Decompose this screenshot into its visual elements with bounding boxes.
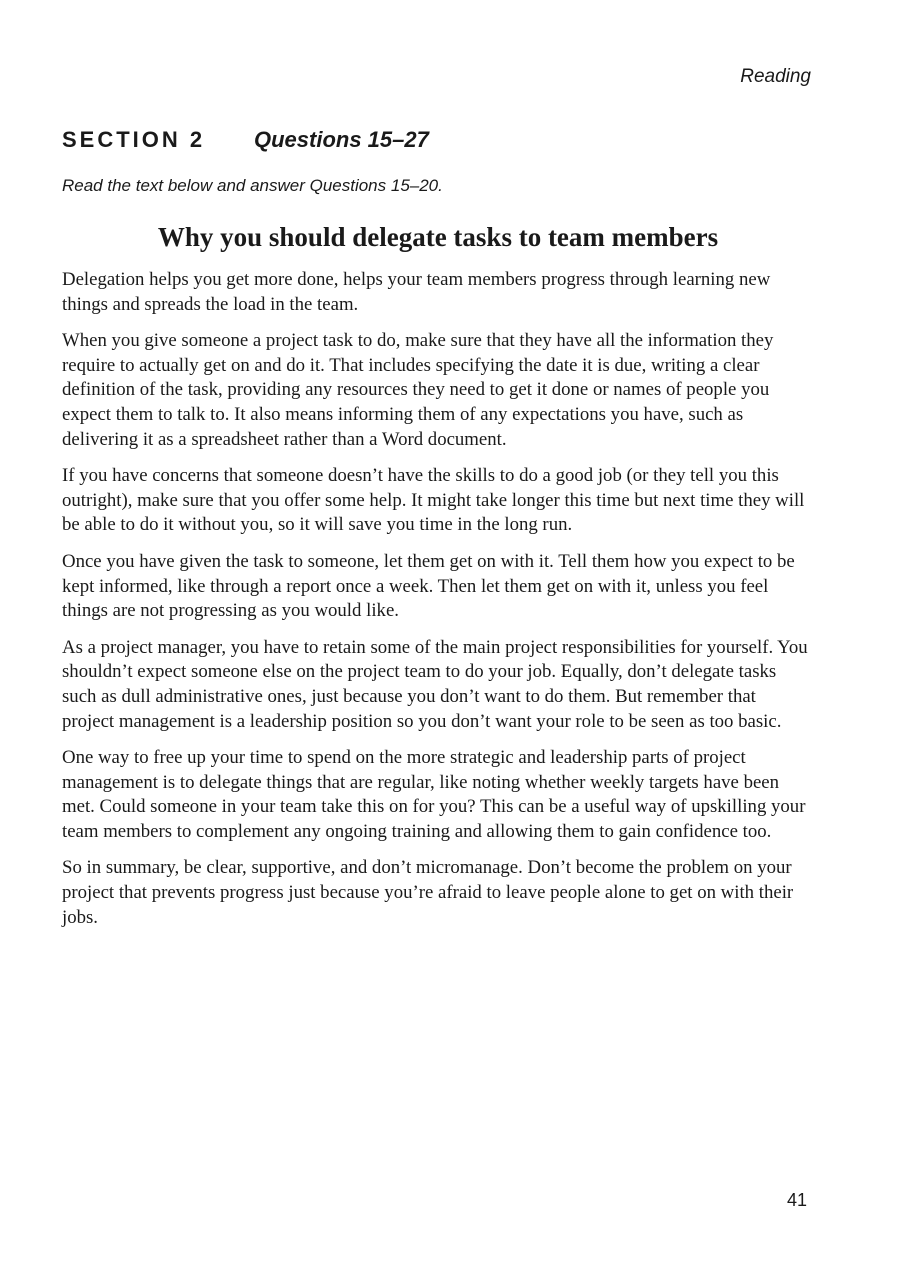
article-title: Why you should delegate tasks to team members xyxy=(157,222,719,252)
section-label: SECTION 2 xyxy=(62,127,206,152)
paragraph-3: If you have concerns that someone doesn’t have the skills to do a good job (or they tell you this outright), make sure that you offer some help. It might take longer this time but next time they will be able to do it without you, so it will save you time in the long run. xyxy=(62,465,805,536)
paragraph-4: Once you have given the task to someone, let them get on with it. Tell them how you expect to be kept informed, like through a report once a week. Then let them get on with it, unless you feel things are not progressing as you would like. xyxy=(62,550,795,622)
section-heading xyxy=(62,127,429,153)
article-body xyxy=(62,268,810,942)
questions-range: Questions 15–27 xyxy=(254,127,429,152)
paragraph-1: Delegation helps you get more done, helps your team members progress through learning new things and spreads the load in the team. xyxy=(62,269,771,315)
paragraph-6: One way to free up your time to spend on the more strategic and leadership parts of project management is to delegate things that are regular, like noting whether weekly targets have been met. Could someone in your team take this on for you? This can be a useful way of upskilling your team members to complement any ongoing training and allowing them to gain confidence too. xyxy=(62,747,806,842)
paragraph-7: So in summary, be clear, supportive, and don’t micromanage. Don’t become the problem on your project that prevents progress just because you’re afraid to leave people alone to get on with their jobs. xyxy=(62,857,794,928)
instruction-text: Read the text below and answer Questions 15–20. xyxy=(62,176,443,195)
paragraph-2: When you give someone a project task to do, make sure that they have all the information they require to actually get on and do it. That includes specifying the date it is due, writing a clear definition of the task, providing any resources they need to get it done or names of people you expect them to talk to. It also means informing them of any expectations you have, such as delivering it as a spreadsheet rather than a Word document. xyxy=(62,330,774,450)
page-number: 41 xyxy=(786,1190,807,1210)
running-head: Reading xyxy=(740,66,811,87)
paragraph-5: As a project manager, you have to retain some of the main project responsibilities for yourself. You shouldn’t expect someone else on the project team to do your job. Equally, don’t delegate tasks such as dull administrative ones, just because you don’t want to do them. But remember that project management is a leadership position so you don’t want your role to be seen as too basic. xyxy=(62,636,808,732)
